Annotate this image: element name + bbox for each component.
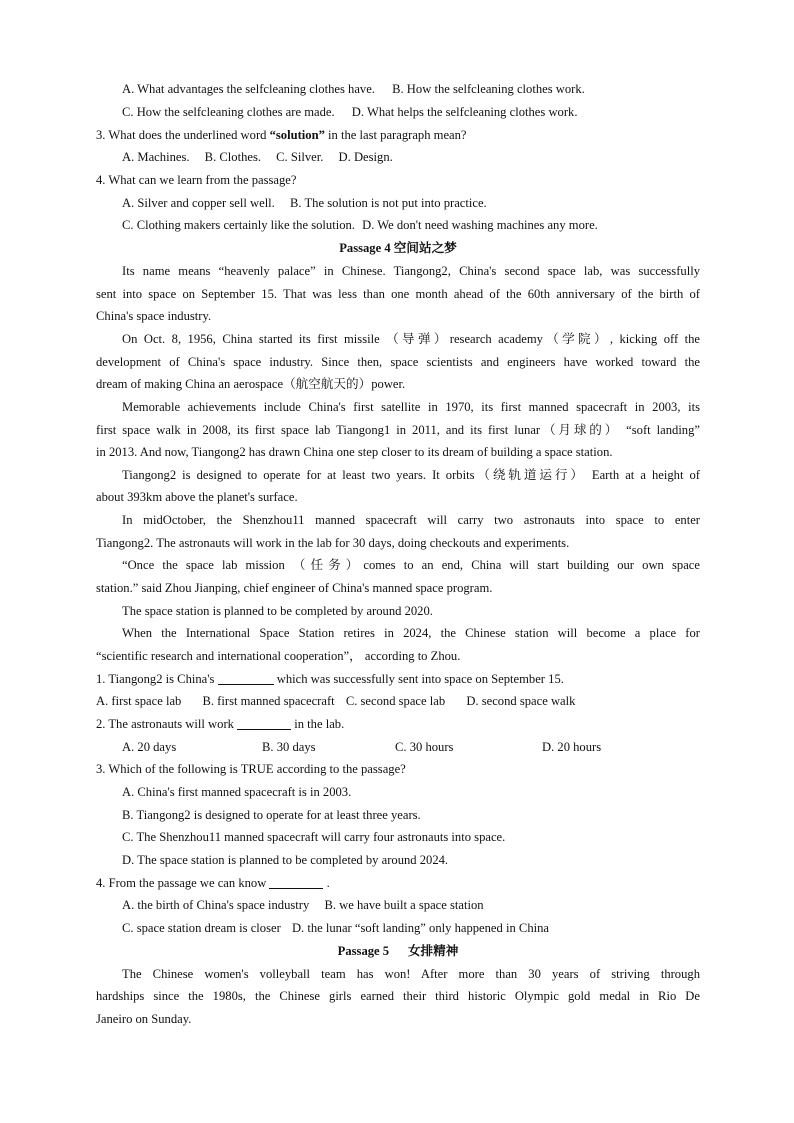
passage-5-title: Passage 5 女排精神 [337,944,459,958]
passage-4-line: “scientific research and international cooperation”， according to Zhou. [96,649,461,663]
question-text-end: which was successfully sent into space on September 15. [273,672,564,686]
option-d: D. We don't need washing machines any more. [362,218,598,232]
passage-4-line: Tiangong2. The astronauts will work in the lab for 30 days, doing checkouts and experiments. [96,536,570,550]
option-d: D. second space walk [466,694,576,708]
option-c: C. Clothing makers certainly like the solution. [122,218,355,232]
passage-4-line: in 2013. And now, Tiangong2 has drawn China one step closer to its dream of building a space station. [96,445,613,459]
p4-question-4 [96,875,700,891]
p4-q4-options-row2 [122,920,700,936]
option-a: A. first space lab [96,694,182,708]
option-b: B. The solution is not put into practice. [290,196,487,210]
passage-4-line: The space station is planned to be completed by around 2020. [122,604,433,618]
option-b: B. Tiangong2 is designed to operate for at least three years. [122,808,421,822]
option-d: D. What helps the selfcleaning clothes work. [351,105,578,119]
option-a: A. Silver and copper sell well. [122,196,275,210]
passage-5-line: Janeiro on Sunday. [96,1012,192,1026]
p3-question-4: 4. What can we learn from the passage? [96,173,297,187]
p3-q2-options-row1 [122,81,700,97]
p4-q1-options [96,693,700,709]
question-text-end: in the lab. [291,717,345,731]
question-text: 1. Tiangong2 is China's [96,672,218,686]
passage-5-line: hardships since the 1980s, the Chinese girls earned their third historic Olympic gold medal in Rio De [96,989,700,1003]
answer-blank [237,717,291,730]
passage-4-line: station.” said Zhou Jianping, chief engineer of China's manned space program. [96,581,493,595]
option-c: C. How the selfcleaning clothes are made. [122,105,335,119]
p3-q2-options-row2 [122,104,700,120]
p4-question-3: 3. Which of the following is TRUE according to the passage? [96,762,406,776]
passage-4-line: first space walk in 2008, its first space lab Tiangong1 in 2011, and its first lunar（月球的） “soft landing” [96,423,700,437]
answer-blank [269,876,323,889]
p4-question-2 [96,716,700,732]
passage-4-line: about 393km above the planet's surface. [96,490,298,504]
question-text-end: in the last paragraph mean? [324,128,467,142]
option-d: D. Design. [338,150,393,164]
option-c: C. The Shenzhou11 manned spacecraft will carry four astronauts into space. [122,830,506,844]
answer-blank [218,672,274,685]
option-b: B. 30 days [262,740,316,754]
question-text: 3. What does the underlined word [96,128,270,142]
question-text: 2. The astronauts will work [96,717,238,731]
option-c: C. second space lab [345,694,446,708]
passage-4-line: sent into space on September 15. That was less than one month ahead of the 60th anniversary of the birth of [96,287,700,301]
underlined-word: “solution” [269,128,325,142]
option-b: B. first manned spacecraft [202,694,335,708]
passage-4-line: Memorable achievements include China's first satellite in 1970, its first manned spacecraft in 2003, its [122,400,700,414]
option-c: C. 30 hours [395,740,454,754]
passage-4-title: Passage 4 空间站之梦 [339,241,457,255]
passage-4-line: China's space industry. [96,309,212,323]
passage-4-line: “Once the space lab mission （任务）comes to an end, China will start building our own space [122,558,700,572]
option-b: B. Clothes. [204,150,261,164]
option-a: A. Machines. [122,150,190,164]
option-d: D. 20 hours [542,740,602,754]
option-c: C. Silver. [276,150,324,164]
question-text-end: . [323,876,330,890]
p3-q4-options-row1 [122,195,700,211]
p3-question-3 [96,127,700,143]
option-a: A. 20 days [122,740,177,754]
passage-4-line: When the International Space Station retires in 2024, the Chinese station will become a place for [122,626,700,640]
option-a: A. What advantages the selfcleaning clothes have. [122,82,375,96]
p4-q4-options-row1 [122,897,700,913]
passage-4-line: Its name means “heavenly palace” in Chinese. Tiangong2, China's second space lab, was successfully [122,264,700,278]
passage-4-line: dream of making China an aerospace（航空航天的）power. [96,377,406,391]
option-d: D. The space station is planned to be completed by around 2024. [122,853,449,867]
option-a: A. China's first manned spacecraft is in 2003. [122,785,352,799]
passage-5-line: The Chinese women's volleyball team has won! After more than 30 years of striving through [122,967,700,981]
option-d: D. the lunar “soft landing” only happened in China [291,921,549,935]
option-b: B. How the selfcleaning clothes work. [392,82,585,96]
p3-q4-options-row2 [122,217,700,233]
option-b: B. we have built a space station [324,898,484,912]
p3-q3-options [122,149,700,165]
passage-4-line: On Oct. 8, 1956, China started its first missile （导弹）research academy（学院）, kicking off the [122,332,700,346]
passage-4-line: Tiangong2 is designed to operate for at least two years. It orbits（绕轨道运行） Earth at a height of [122,468,700,482]
p4-question-1 [96,671,700,687]
option-a: A. the birth of China's space industry [122,898,310,912]
option-c: C. space station dream is closer [122,921,281,935]
passage-4-line: development of China's space industry. Since then, space scientists and engineers have worked toward the [96,355,700,369]
question-text: 4. From the passage we can know [96,876,270,890]
passage-4-line: In midOctober, the Shenzhou11 manned spacecraft will carry two astronauts into space to enter [122,513,700,527]
